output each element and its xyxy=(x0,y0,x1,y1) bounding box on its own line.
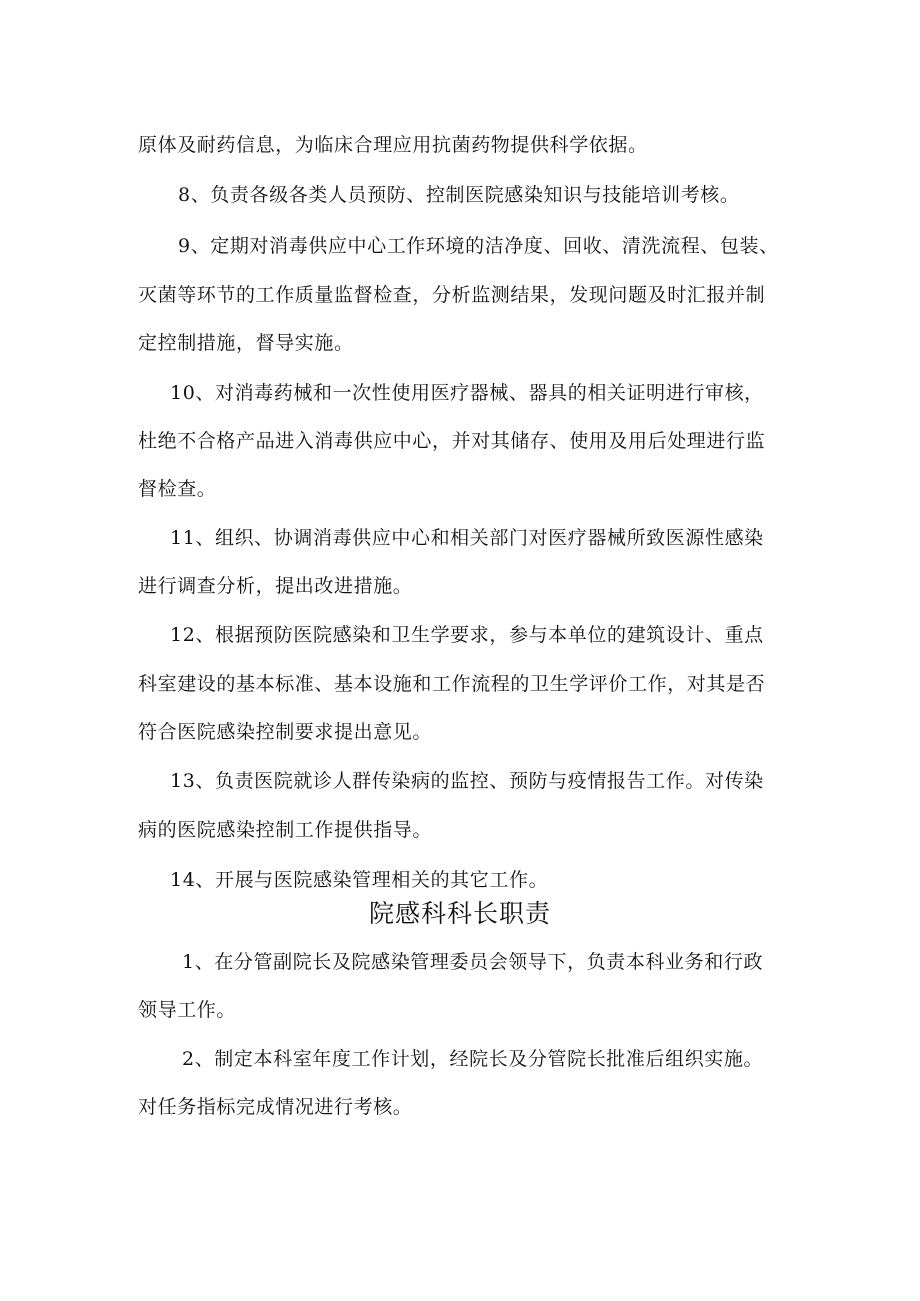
paragraph-line: 9、定期对消毒供应中心工作环境的洁净度、回收、清洗流程、包装、 xyxy=(178,235,779,257)
paragraph-line: 进行调查分析，提出改进措施。 xyxy=(138,575,413,597)
paragraph-line: 1、在分管副院长及院感染管理委员会领导下，负责本科业务和行政 xyxy=(182,951,764,973)
paragraph-line: 领导工作。 xyxy=(138,999,237,1021)
paragraph-line: 定控制措施，督导实施。 xyxy=(138,332,354,354)
paragraph-line: 督检查。 xyxy=(138,478,217,500)
paragraph-line: 10、对消毒药械和一次性使用医疗器械、器具的相关证明进行审核， xyxy=(170,382,764,404)
paragraph-line: 12、根据预防医院感染和卫生学要求，参与本单位的建筑设计、重点 xyxy=(170,624,764,646)
paragraph-line: 科室建设的基本标准、基本设施和工作流程的卫生学评价工作，对其是否 xyxy=(138,673,766,695)
paragraph-line: 8、负责各级各类人员预防、控制医院感染知识与技能培训考核。 xyxy=(178,184,740,206)
paragraph-line: 灭菌等环节的工作质量监督检查，分析监测结果，发现问题及时汇报并制 xyxy=(138,284,766,306)
paragraph-line: 杜绝不合格产品进入消毒供应中心，并对其储存、使用及用后处理进行监 xyxy=(138,430,766,452)
paragraph-line: 2、制定本科室年度工作计划，经院长及分管院长批准后组织实施。 xyxy=(182,1048,764,1070)
paragraph-line: 病的医院感染控制工作提供指导。 xyxy=(138,819,433,841)
section-title: 院感科科长职责 xyxy=(368,899,551,928)
paragraph-line: 13、负责医院就诊人群传染病的监控、预防与疫情报告工作。对传染 xyxy=(170,770,764,792)
paragraph-line: 14、开展与医院感染管理相关的其它工作。 xyxy=(170,869,549,891)
paragraph-line: 11、组织、协调消毒供应中心和相关部门对医疗器械所致医源性感染 xyxy=(170,527,764,549)
paragraph-line: 符合医院感染控制要求提出意见。 xyxy=(138,721,433,743)
paragraph-line: 对任务指标完成情况进行考核。 xyxy=(138,1096,413,1118)
paragraph-line: 原体及耐药信息，为临床合理应用抗菌药物提供科学依据。 xyxy=(138,134,648,156)
